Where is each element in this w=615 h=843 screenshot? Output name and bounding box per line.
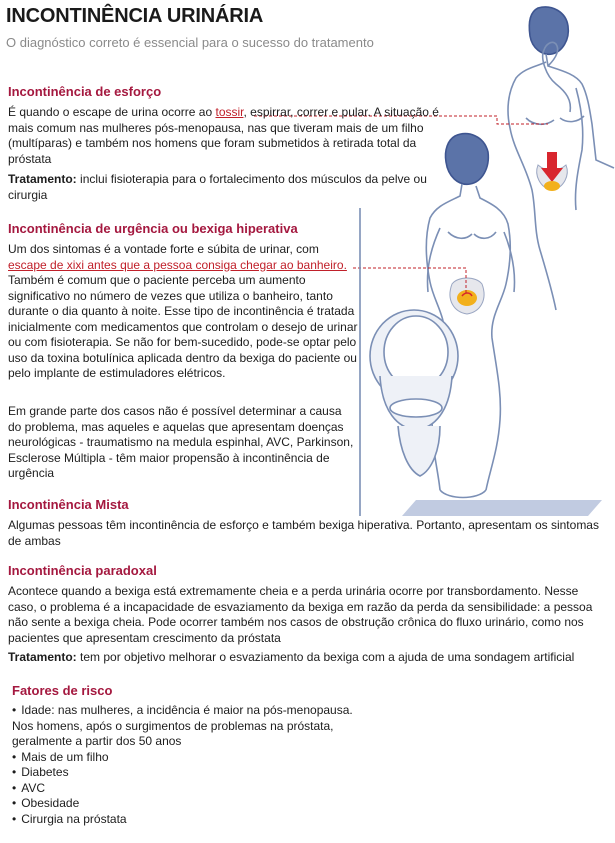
list-item: • Idade: nas mulheres, a incidência é maior na pós-menopausa.: [12, 703, 353, 719]
paradoxal-description: Acontece quando a bexiga está extremamente cheia e a perda urinária ocorre por transbordamento. Nesse caso, o problema é a incapacidade de esvaziamento da bexiga em razão da perda da sensibilidade: a pessoa não sente a bexiga cheia. Pode ocorrer também nos casos de obstrução crônica do fluxo urinário, como nos pacientes que apresentam crescimento da próstata: [8, 584, 593, 645]
esforco-description: É quando o escape de urina ocorre ao tossir, espirrar, correr e pular. A situação é mais comum nas mulheres pós-menopausa, nas que tiveram mais de um filho (multíparas) e também nos homens que foram submetidos à retirada total da próstata: [8, 105, 439, 166]
list-item: • Cirurgia na próstata: [12, 812, 353, 828]
risk-factors-list: [12, 703, 353, 827]
page-subtitle: O diagnóstico correto é essencial para o sucesso do tratamento: [6, 35, 374, 50]
section-title-risco: Fatores de risco: [12, 683, 113, 698]
highlight-escape: escape de xixi antes que a pessoa consiga chegar ao banheiro.: [8, 257, 347, 272]
mista-description: Algumas pessoas têm incontinência de esforço e também bexiga hiperativa. Portanto, apresentam os sintomas de ambas: [8, 518, 599, 548]
urgencia-causes: Em grande parte dos casos não é possível determinar a causa do problema, mas aqueles e aquelas que apresentam doenças neurológicas - traumatismo na medula espinhal, AVC, Parkinson, Esclerose Múltipla - têm maior propensão à incontinência de urgência: [8, 404, 354, 480]
list-item: • Mais de um filho: [12, 750, 353, 766]
floor-shadow: [402, 500, 602, 516]
paradoxal-treatment: Tratamento: tem por objetivo melhorar o esvaziamento da bexiga com a ajuda de uma sondagem artificial: [8, 650, 575, 664]
urgencia-description: Um dos sintomas é a vontade forte e súbita de urinar, com escape de xixi antes que a pessoa consiga chegar ao banheiro. Também é comum que o paciente perceba um aumento significativo no número de vezes que utiliza o banheiro, tanto durante o dia quanto à noite. Esse tipo de incontinência é tratada inicialmente com medicamentos que controlam o desejo de urinar ou com fisioterapia. Se não for bem-sucedido, pode-se optar pelo uso da toxina botulínica aplicada dentro da bexiga do paciente ou pelo implante de estimuladores elétricos.: [8, 242, 358, 380]
list-item: • Diabetes: [12, 765, 353, 781]
bladder-urgency-icon: [450, 278, 484, 314]
page-title: INCONTINÊNCIA URINÁRIA: [6, 5, 264, 27]
section-title-paradoxal: Incontinência paradoxal: [8, 563, 157, 578]
leader-line-2: [353, 268, 466, 294]
section-title-esforco: Incontinência de esforço: [8, 84, 162, 99]
section-title-mista: Incontinência Mista: [8, 497, 129, 512]
toilet-icon: [360, 208, 458, 516]
coughing-woman-figure: [508, 7, 614, 310]
list-item: • AVC: [12, 781, 353, 797]
highlight-tossir: tossir: [215, 105, 244, 119]
list-item: • Obesidade: [12, 796, 353, 812]
esforco-treatment: Tratamento: inclui fisioterapia para o fortalecimento dos músculos da pelve ou cirurgia: [8, 172, 427, 202]
list-item: Nos homens, após o surgimentos de problemas na próstata,: [12, 718, 334, 733]
bladder-pressure-icon: [537, 152, 567, 191]
section-title-urgencia: Incontinência de urgência ou bexiga hiperativa: [8, 221, 298, 236]
list-item: geralmente a partir dos 50 anos: [12, 734, 182, 748]
